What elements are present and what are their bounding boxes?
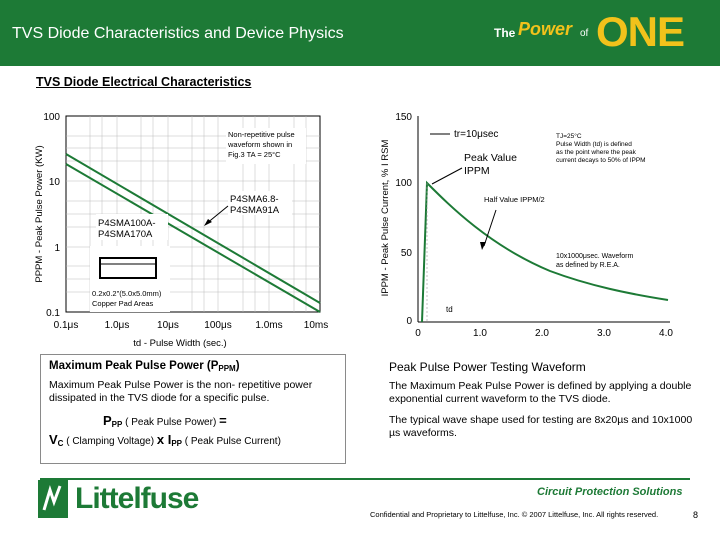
pad-caption: Copper Pad Areas (92, 299, 154, 308)
page-number: 8 (693, 510, 699, 520)
brand-the: The (494, 26, 516, 40)
y-tick: 0 (406, 316, 412, 327)
y-tick: 150 (395, 112, 412, 123)
condition-text: Pulse Width (td) is defined (556, 141, 632, 148)
x-tick: 1.0μs (104, 320, 130, 331)
section-heading: TVS Diode Electrical Characteristics (36, 75, 252, 89)
times-sign: x (156, 432, 165, 447)
panel-title (49, 360, 240, 373)
condition-text: as the point where the peak (556, 149, 636, 156)
td-label: td (446, 305, 453, 314)
footer-divider (40, 478, 690, 480)
page-title: TVS Diode Characteristics and Device Physics (12, 25, 344, 42)
note-text: waveform shown in (228, 140, 293, 149)
y-tick: 0.1 (46, 308, 60, 319)
formula-text: ( Peak Pulse Power) (122, 417, 220, 428)
x-tick: 1.0ms (255, 320, 283, 331)
note-text: Non-repetitive pulse (228, 130, 295, 139)
peak-power-definition-box (40, 354, 346, 464)
x-tick: 0.1μs (53, 320, 79, 331)
confidential-notice: Confidential and Proprietary to Littelfuse, Inc. © 2007 Littelfuse, Inc. All rights reserved. (370, 510, 659, 519)
peak-label: IPPM (464, 165, 490, 177)
peak-label: Peak Value (464, 152, 517, 164)
title-subscript: PPM (218, 364, 236, 373)
note-text: Fig.3 TA = 25°C (228, 150, 281, 159)
x-tick: 4.0 (659, 328, 673, 339)
x-tick: 10ms (303, 320, 329, 331)
symbol-p: P (103, 413, 112, 428)
panel-title: Peak Pulse Power Testing Waveform (389, 360, 586, 374)
brand-logo (492, 8, 712, 58)
x-tick: 0 (415, 328, 421, 339)
x-axis-label: td - Pulse Width (sec.) (133, 338, 227, 349)
waveform-label: as defined by R.E.A. (556, 262, 620, 269)
title-end: ) (235, 360, 240, 372)
peak-pointer (432, 168, 462, 184)
tagline: Circuit Protection Solutions (537, 486, 683, 498)
panel-paragraph: The typical wave shape used for testing are 8x20µs and 10x1000 µs waveforms. (389, 414, 693, 439)
tr-label: tr=10μsec (454, 129, 499, 140)
peak-pulse-power-chart (30, 106, 330, 352)
panel-paragraph: The Maximum Peak Pulse Power is defined by applying a double exponential current waveform to the TVS diode. (389, 380, 692, 405)
half-value-label: Half Value IPPM/2 (484, 195, 545, 204)
header-bar (0, 0, 720, 66)
testing-waveform-box (389, 360, 699, 440)
subscript: C (57, 439, 64, 448)
y-tick: 100 (395, 178, 412, 189)
y-tick: 50 (400, 248, 412, 259)
half-arrow (480, 242, 486, 250)
panel-description: Maximum Peak Pulse Power is the non- repetitive power dissipated in the TVS diode for a specific pulse. (49, 379, 313, 404)
x-tick: 10μs (157, 320, 179, 331)
pad-caption: 0.2x0.2"(5.0x5.0mm) (92, 289, 162, 298)
littelfuse-logo-icon (38, 480, 68, 518)
subscript: PP (111, 420, 123, 429)
series-label-a: P4SMA6.8- (230, 194, 279, 205)
formula-text: ( Clamping Voltage) (63, 436, 157, 447)
brand-power: Power (518, 19, 573, 39)
symbol-i: I (164, 432, 172, 447)
y-axis-label: IPPM - Peak Pulse Current, % I RSM (380, 139, 391, 297)
condition-text: current decays to 50% of IPPM (556, 157, 646, 164)
waveform-label: 10x1000μsec. Waveform (556, 253, 634, 260)
series-label-a: P4SMA91A (230, 205, 280, 216)
y-tick: 1 (54, 243, 60, 254)
symbol-v: V (49, 432, 58, 447)
company-logo-text: Littelfuse (75, 482, 199, 515)
series-label-b: P4SMA170A (98, 229, 153, 240)
condition-text: TJ=25°C (556, 133, 582, 140)
y-tick: 100 (43, 112, 60, 123)
series-label-b: P4SMA100A- (98, 218, 156, 229)
x-tick: 1.0 (473, 328, 487, 339)
test-waveform-chart (370, 106, 700, 352)
x-tick: 100μs (204, 320, 232, 331)
y-axis-label: PPPM - Peak Pulse Power (KW) (34, 145, 45, 283)
equals-sign: = (219, 413, 227, 428)
x-tick: 3.0 (597, 328, 611, 339)
subscript: PP (171, 439, 182, 448)
formula-text: ( Peak Pulse Current) (181, 436, 281, 447)
formula-line-1 (103, 413, 227, 429)
title-text: Maximum Peak Pulse Power (P (49, 360, 219, 372)
x-tick: 2.0 (535, 328, 549, 339)
formula-line-2 (49, 432, 281, 448)
brand-one: ONE (596, 8, 685, 55)
brand-of: of (580, 28, 589, 39)
y-tick: 10 (48, 177, 60, 188)
